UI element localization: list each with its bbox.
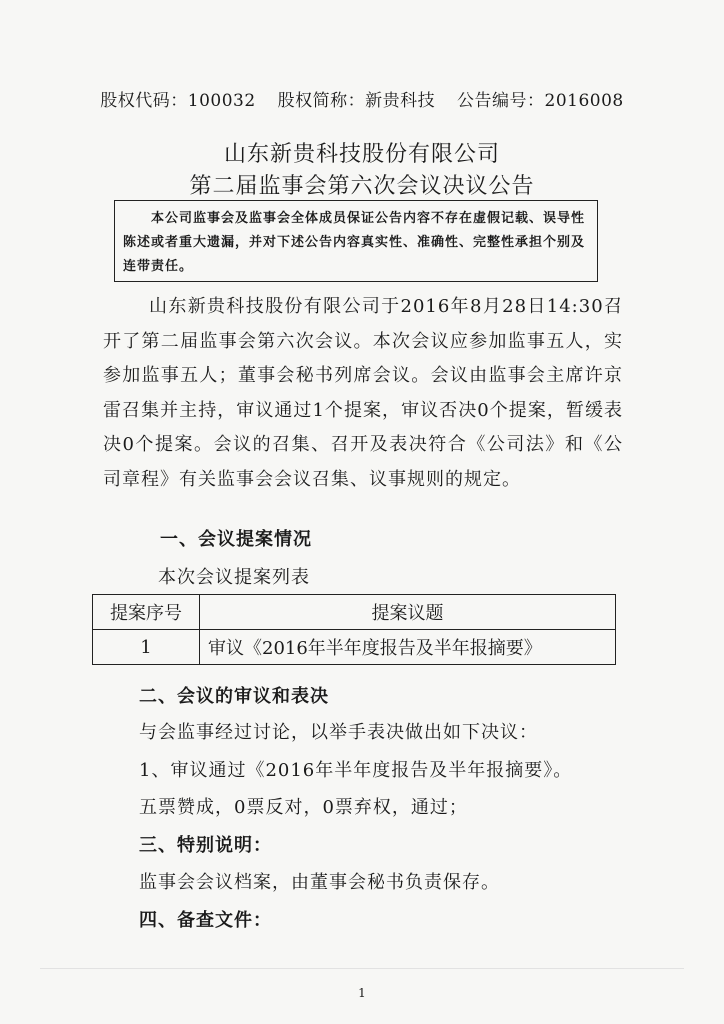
- section1-heading: 一、会议提案情况: [160, 529, 312, 550]
- announcement-meta: [0, 86, 724, 111]
- section2-line1: 与会监事经过讨论，以举手表决做出如下决议：: [139, 722, 538, 743]
- company-title: 山东新贵科技股份有限公司: [223, 142, 500, 167]
- section2-heading: 二、会议的审议和表决: [139, 686, 329, 707]
- stock-code: 股权代码：100032: [100, 91, 256, 111]
- proposal-table: [92, 594, 616, 665]
- announcement-title: 第二届监事会第六次会议决议公告: [189, 174, 535, 199]
- column-header: 提案议题: [200, 595, 616, 630]
- section2-line3: 五票赞成，0票反对，0票弃权，通过；: [139, 797, 468, 818]
- section3-heading: 三、特别说明：: [139, 835, 272, 856]
- intro-paragraph: 山东新贵科技股份有限公司于2016年8月28日14:30召开了第二届监事会第六次会议。本次会议应参加监事五人，实参加监事五人；董事会秘书列席会议。会议由监事会主席许京雷召集并主持，审议通过1个提案，审议否决0个提案，暂缓表决0个提案。会议的召集、召开及表决符合《公司法》和《公司章程》有关监事会会议召集、议事规则的规定。: [103, 296, 623, 490]
- disclaimer-box: 本公司监事会及监事会全体成员保证公告内容不存在虚假记载、误导性陈述或者重大遗漏，并对下述公告内容真实性、准确性、完整性承担个别及连带责任。: [114, 200, 598, 282]
- table-header-row: [93, 595, 616, 630]
- table-cell: 1: [93, 630, 200, 665]
- table-row: [93, 630, 616, 665]
- footer-divider: [40, 968, 684, 969]
- page-number: 1: [358, 986, 366, 1000]
- section2-line2: 1、审议通过《2016年半年度报告及半年报摘要》。: [139, 760, 573, 781]
- stock-name: 股权简称：新贵科技: [277, 91, 436, 111]
- column-header: 提案序号: [93, 595, 200, 630]
- section4-heading: 四、备查文件：: [139, 910, 272, 931]
- table-cell: 审议《2016年半年度报告及半年报摘要》: [200, 630, 616, 665]
- notice-number: 公告编号：2016008: [457, 91, 624, 111]
- section3-line1: 监事会会议档案，由董事会秘书负责保存。: [139, 872, 500, 893]
- table-caption: 本次会议提案列表: [158, 567, 310, 588]
